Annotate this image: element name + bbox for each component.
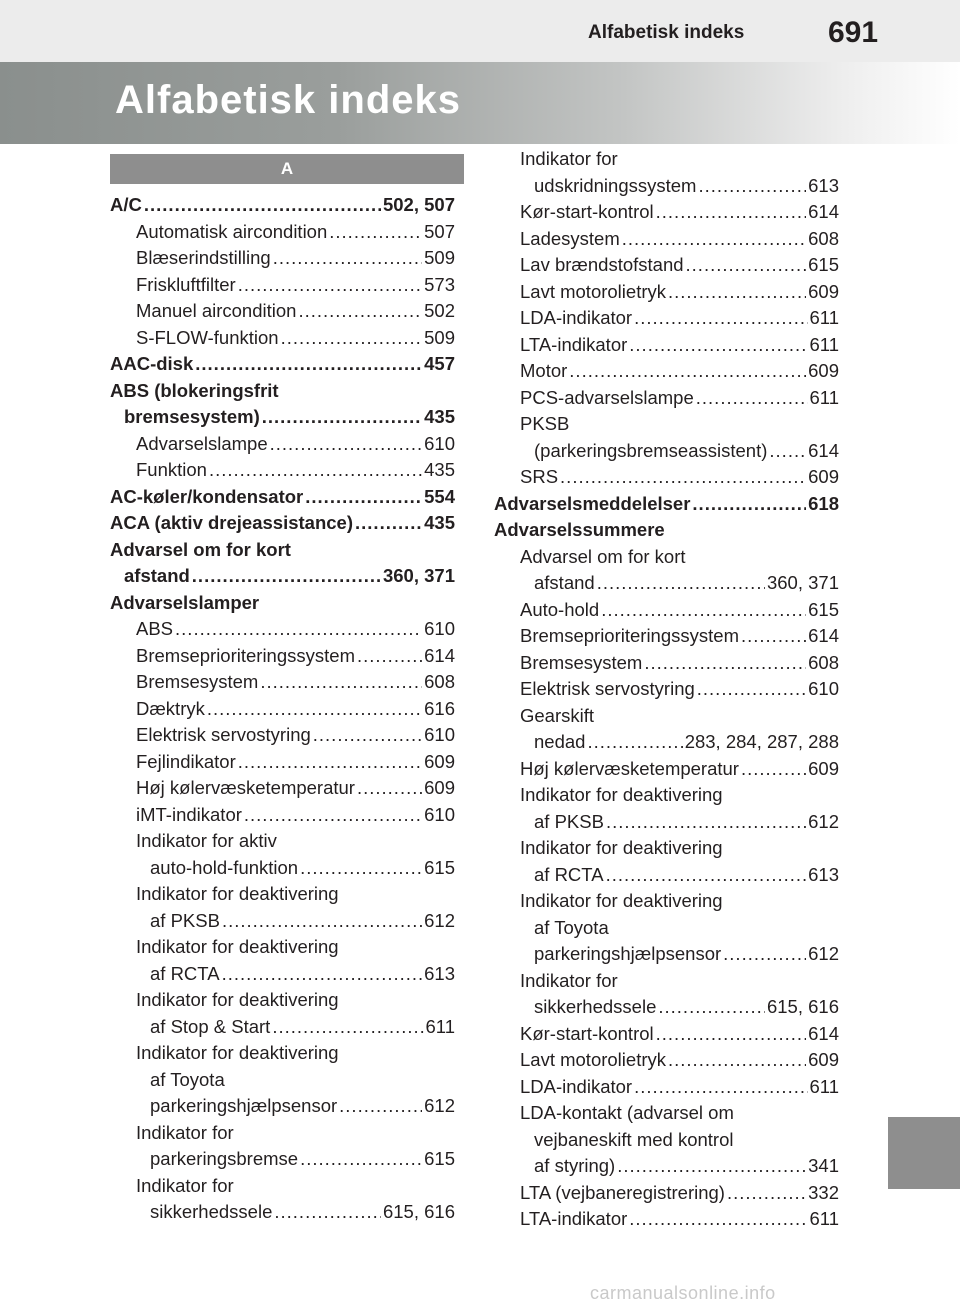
dot-leader: [144, 192, 381, 219]
index-entry: [494, 199, 839, 226]
index-entry-pages: 612: [808, 943, 839, 964]
dot-leader: [272, 1014, 423, 1041]
dot-leader: [355, 510, 422, 537]
dot-leader: [696, 385, 808, 412]
page-title: Alfabetisk indeks: [115, 78, 462, 122]
index-entry: [494, 252, 839, 279]
index-entry: [110, 537, 455, 590]
index-entry-text: nedad: [534, 731, 586, 752]
index-entry-pages: 610: [424, 432, 455, 454]
dot-leader: [222, 908, 422, 935]
index-entry-text: Manuel aircondition: [136, 300, 297, 321]
dot-leader: [207, 696, 422, 723]
dot-leader: [273, 245, 422, 272]
index-entry: [494, 782, 839, 835]
section-letter-header: A: [110, 154, 464, 184]
index-entry-pages: 360, 371: [766, 572, 839, 593]
index-entry-text: Høj kølervæsketemperatur: [136, 777, 355, 798]
index-entry-pages: 610: [424, 803, 455, 825]
index-entry-pages: 612: [808, 810, 839, 832]
dot-leader: [339, 1093, 422, 1120]
dot-leader: [281, 325, 423, 352]
index-entry-text: Fejlindikator: [136, 750, 236, 772]
index-entry: [110, 934, 455, 987]
dot-leader: [668, 279, 806, 306]
index-entry: [110, 1040, 455, 1120]
index-entry-pages: 614: [808, 625, 839, 646]
index-entry-text: Indikator for: [520, 969, 618, 991]
index-entry-text: Høj kølervæsketemperatur: [520, 757, 739, 779]
index-entry-pages: 608: [424, 671, 455, 692]
index-entry: [110, 590, 455, 617]
index-entry: [494, 385, 839, 412]
index-entry-text: Lavt motorolietryk: [520, 1049, 666, 1070]
dot-leader: [686, 252, 807, 279]
index-entry-text: AAC-disk: [110, 353, 194, 374]
index-entry-text: Indikator for deaktivering: [520, 890, 723, 911]
index-entry-text: Ladesystem: [520, 227, 620, 249]
index-entry-text: Motor: [520, 360, 568, 381]
index-entry-text: Indikator for deaktivering: [136, 883, 339, 904]
dot-leader: [698, 173, 806, 200]
index-entry-pages: 615, 616: [766, 996, 839, 1017]
index-entry: [110, 272, 455, 299]
index-entry-text: af Stop & Start: [150, 1015, 271, 1037]
index-entry-pages: 608: [808, 227, 839, 249]
dot-leader: [569, 358, 806, 385]
dot-leader: [270, 431, 423, 458]
index-entry-pages: 613: [808, 863, 839, 885]
index-entry-text: iMT-indikator: [136, 803, 242, 825]
index-entry-pages: 610: [808, 678, 839, 699]
index-entry-text: afstand: [534, 572, 595, 593]
dot-leader: [656, 1021, 806, 1048]
dot-leader: [634, 305, 807, 332]
index-entry-text: Lavt motorolietryk: [520, 280, 666, 302]
index-entry-pages: 614: [424, 644, 455, 666]
index-entry-text: LDA-kontakt (advarsel om: [520, 1102, 734, 1123]
index-entry-text: Indikator for deaktivering: [136, 936, 339, 957]
index-entry-text: Indikator for deaktivering: [520, 837, 723, 858]
index-entry-pages: 609: [424, 777, 455, 798]
index-entry-pages: 611: [809, 386, 839, 408]
index-entry-text: Elektrisk servostyring: [136, 724, 311, 745]
dot-leader: [668, 1047, 806, 1074]
index-entry: [494, 332, 839, 359]
index-entry-text: sikkerhedssele: [534, 996, 657, 1017]
index-entry-text: Bremsesystem: [520, 651, 643, 673]
index-entry-text: Advarselssummere: [494, 519, 665, 540]
index-entry-text: af Toyota: [534, 916, 609, 938]
index-entry-pages: 609: [808, 360, 839, 381]
index-entry-pages: 509: [424, 326, 455, 348]
index-entry-text: Indikator for deaktivering: [136, 989, 339, 1010]
index-entry-text: Automatisk aircondition: [136, 220, 328, 242]
index-entry-text: af styring): [534, 1155, 616, 1176]
dot-leader: [298, 298, 422, 325]
dot-leader: [195, 351, 422, 378]
dot-leader: [629, 1206, 807, 1233]
index-entry: [494, 835, 839, 888]
dot-leader: [697, 676, 806, 703]
dot-leader: [741, 623, 806, 650]
index-entry-pages: 613: [808, 174, 839, 196]
dot-leader: [727, 1180, 806, 1207]
index-entry-text: Bremseprioriteringssystem: [136, 644, 355, 666]
index-entry: [494, 676, 839, 703]
dot-leader: [329, 219, 422, 246]
index-entry-text: LTA-indikator: [520, 1208, 628, 1229]
index-entry-pages: 611: [809, 307, 839, 328]
index-entry-text: Indikator for: [520, 148, 618, 169]
index-entry: [494, 411, 839, 464]
dot-leader: [741, 756, 806, 783]
index-entry-pages: 573: [424, 273, 455, 295]
index-entry: [494, 226, 839, 253]
index-entry: [494, 1074, 839, 1101]
index-entry-text: Bremseprioriteringssystem: [520, 625, 739, 646]
index-entry-pages: 609: [808, 466, 839, 487]
index-entry-text: Bremsesystem: [136, 671, 259, 692]
index-entry-pages: 616: [424, 697, 455, 719]
index-entry-text: af Toyota: [150, 1068, 225, 1090]
index-entry-text: Indikator for aktiv: [136, 830, 277, 851]
index-entry-text: Friskluftfilter: [136, 273, 236, 295]
dot-leader: [238, 272, 422, 299]
index-entry: [494, 888, 839, 968]
dot-leader: [313, 722, 422, 749]
index-entry-pages: 611: [809, 1208, 839, 1229]
index-entry-pages: 457: [424, 353, 455, 374]
dot-leader: [644, 650, 806, 677]
header-band: [0, 0, 960, 62]
index-entry-pages: 360, 371: [382, 565, 455, 586]
index-entry-text: bremsesystem): [124, 406, 260, 427]
dot-leader: [769, 438, 806, 465]
index-entry-text: S-FLOW-funktion: [136, 326, 279, 348]
index-entry-text: ACA (aktiv drejeassistance): [110, 512, 354, 533]
index-entry-pages: 615: [424, 1148, 455, 1169]
index-entry: [494, 968, 839, 1021]
index-entry: [110, 643, 455, 670]
index-entry-text: LDA-indikator: [520, 307, 633, 328]
index-entry-pages: 615, 616: [382, 1201, 455, 1222]
index-entry-pages: 609: [808, 757, 839, 779]
index-entry: [110, 722, 455, 749]
index-entry-text: udskridningssystem: [534, 174, 697, 196]
index-entry-text: AC-køler/kondensator: [110, 485, 304, 507]
index-entry-pages: 610: [424, 618, 455, 639]
index-entry-text: Indikator for deaktivering: [520, 784, 723, 805]
index-entry: [494, 305, 839, 332]
index-entry: [110, 616, 455, 643]
index-entry: [494, 1180, 839, 1207]
index-entry-pages: 612: [424, 909, 455, 931]
index-entry-pages: 608: [808, 651, 839, 673]
index-entry: [110, 192, 455, 219]
index-entry-text: Kør-start-kontrol: [520, 1022, 654, 1044]
index-entry-pages: 614: [808, 201, 839, 222]
index-entry-text: Blæserindstilling: [136, 247, 271, 268]
index-entry-text: LDA-indikator: [520, 1075, 633, 1097]
dot-leader: [601, 597, 806, 624]
index-entry-pages: 435: [424, 406, 455, 427]
index-entry-text: ABS (blokeringsfrit: [110, 379, 279, 401]
index-entry-text: LTA-indikator: [520, 333, 628, 355]
index-column-right: [494, 146, 839, 1233]
index-entry-text: vejbaneskift med kontrol: [534, 1128, 734, 1150]
dot-leader: [692, 491, 806, 518]
index-entry: [110, 325, 455, 352]
index-entry-text: Kør-start-kontrol: [520, 201, 654, 222]
index-entry-text: parkeringshjælpsensor: [150, 1095, 338, 1116]
index-entry-pages: 509: [424, 247, 455, 268]
index-entry: [110, 881, 455, 934]
index-entry: [110, 431, 455, 458]
index-entry: [110, 245, 455, 272]
index-entry-text: af RCTA: [150, 962, 220, 984]
page-number: 691: [828, 16, 879, 49]
index-entry-text: Elektrisk servostyring: [520, 678, 695, 699]
index-entry-text: Advarselsmeddelelser: [494, 492, 691, 514]
index-entry: [110, 298, 455, 325]
dot-leader: [192, 563, 381, 590]
index-entry: [110, 749, 455, 776]
index-entry-pages: 554: [424, 485, 455, 507]
dot-leader: [622, 226, 806, 253]
dot-leader: [238, 749, 422, 776]
index-entry-text: PCS-advarselslampe: [520, 386, 694, 408]
index-entry-text: Advarsel om for kort: [110, 538, 291, 560]
index-column-left: [110, 192, 455, 1226]
index-entry-pages: 615: [424, 856, 455, 878]
index-entry-text: Auto-hold: [520, 598, 600, 620]
index-entry-text: LTA (vejbaneregistrering): [520, 1181, 725, 1203]
dot-leader: [723, 941, 806, 968]
dot-leader: [587, 729, 682, 756]
dot-leader: [260, 669, 422, 696]
index-entry-text: parkeringsbremse: [150, 1148, 299, 1169]
watermark: carmanualsonline.info: [590, 1283, 776, 1303]
index-entry: [494, 358, 839, 385]
dot-leader: [606, 862, 807, 889]
dot-leader: [560, 464, 806, 491]
index-entry-pages: 609: [808, 280, 839, 302]
index-entry-text: Indikator for deaktivering: [136, 1042, 339, 1063]
index-entry-pages: 502: [424, 300, 455, 321]
index-entry-pages: 618: [808, 492, 839, 514]
index-entry: [110, 378, 455, 431]
index-entry: [494, 517, 839, 544]
chapter-thumb-tab: [888, 1117, 960, 1189]
index-entry: [494, 146, 839, 199]
index-entry: [494, 756, 839, 783]
index-entry: [494, 1100, 839, 1180]
dot-leader: [244, 802, 422, 829]
index-entry: [110, 510, 455, 537]
index-entry: [110, 484, 455, 511]
index-entry: [110, 828, 455, 881]
index-entry-text: Advarsel om for kort: [520, 545, 686, 567]
dot-leader: [634, 1074, 807, 1101]
index-entry: [110, 457, 455, 484]
index-entry: [494, 464, 839, 491]
index-entry-text: parkeringshjælpsensor: [534, 943, 722, 964]
running-title: Alfabetisk indeks: [588, 22, 745, 43]
index-entry: [110, 987, 455, 1040]
index-entry: [110, 351, 455, 378]
index-entry: [110, 669, 455, 696]
dot-leader: [209, 457, 422, 484]
index-entry-text: Lav brændstofstand: [520, 254, 684, 275]
index-entry: [494, 1021, 839, 1048]
index-entry-text: SRS: [520, 466, 559, 487]
index-entry-text: af PKSB: [150, 909, 220, 931]
index-entry-text: sikkerhedssele: [150, 1201, 273, 1222]
dot-leader: [658, 994, 765, 1021]
index-entry-pages: 341: [808, 1155, 839, 1176]
index-entry: [110, 775, 455, 802]
index-entry-text: af RCTA: [534, 863, 604, 885]
index-entry-text: PKSB: [520, 413, 570, 434]
dot-leader: [357, 775, 422, 802]
dot-leader: [617, 1153, 806, 1180]
index-entry-text: Gearskift: [520, 704, 595, 726]
index-entry: [110, 1120, 455, 1173]
index-entry-pages: 610: [424, 724, 455, 745]
index-entry: [494, 597, 839, 624]
index-entry-pages: 502, 507: [382, 194, 455, 215]
dot-leader: [274, 1199, 381, 1226]
index-entry-text: Advarselslamper: [110, 591, 260, 613]
dot-leader: [597, 570, 765, 597]
index-entry-text: Indikator for: [136, 1174, 234, 1196]
index-entry-text: auto-hold-funktion: [150, 856, 299, 878]
dot-leader: [656, 199, 806, 226]
index-entry-pages: 612: [424, 1095, 455, 1116]
index-entry: [110, 802, 455, 829]
index-entry-text: Indikator for: [136, 1121, 234, 1143]
index-entry: [494, 1047, 839, 1074]
index-entry-pages: 609: [808, 1049, 839, 1070]
dot-leader: [300, 855, 422, 882]
index-entry-pages: 609: [424, 750, 455, 772]
index-entry: [494, 703, 839, 756]
index-entry: [110, 219, 455, 246]
index-entry-pages: 613: [424, 962, 455, 984]
index-entry-text: af PKSB: [534, 810, 604, 832]
index-entry-text: A/C: [110, 194, 142, 215]
index-entry-pages: 615: [808, 254, 839, 275]
index-entry-text: (parkeringsbremseassistent): [534, 439, 768, 461]
index-entry-pages: 283, 284, 287, 288: [684, 731, 839, 752]
dot-leader: [357, 643, 422, 670]
index-entry: [110, 1173, 455, 1226]
dot-leader: [606, 809, 806, 836]
index-entry-pages: 332: [808, 1181, 839, 1203]
index-entry-pages: 611: [425, 1015, 455, 1037]
index-entry: [494, 650, 839, 677]
index-entry-pages: 614: [808, 1022, 839, 1044]
dot-leader: [300, 1146, 422, 1173]
index-entry-text: Advarselslampe: [136, 432, 268, 454]
index-entry-text: afstand: [124, 565, 190, 586]
dot-leader: [629, 332, 807, 359]
index-entry-pages: 611: [809, 1075, 839, 1097]
index-entry-pages: 614: [808, 439, 839, 461]
index-entry-text: Funktion: [136, 459, 207, 480]
index-entry: [494, 1206, 839, 1233]
index-entry-text: ABS: [136, 618, 174, 639]
index-entry-pages: 611: [809, 333, 839, 355]
index-entry-text: Dæktryk: [136, 697, 205, 719]
index-entry-pages: 507: [424, 220, 455, 242]
index-entry-pages: 615: [808, 598, 839, 620]
index-entry-pages: 435: [424, 459, 455, 480]
index-entry: [110, 696, 455, 723]
dot-leader: [262, 404, 422, 431]
dot-leader: [222, 961, 423, 988]
index-entry: [494, 279, 839, 306]
index-entry: [494, 491, 839, 518]
index-entry: [494, 623, 839, 650]
dot-leader: [305, 484, 422, 511]
dot-leader: [175, 616, 422, 643]
index-entry-pages: 435: [424, 512, 455, 533]
index-entry: [494, 544, 839, 597]
